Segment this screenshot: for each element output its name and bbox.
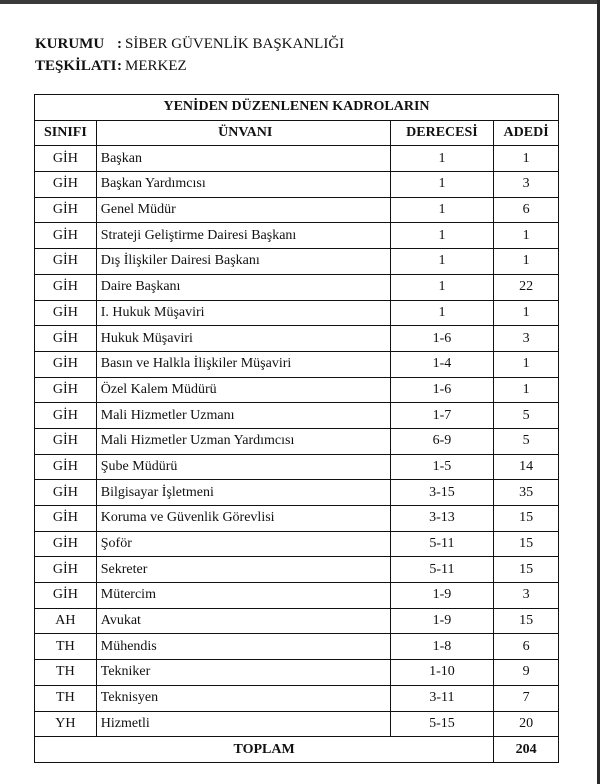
cell-sinifi: GİH [35,274,97,300]
cell-sinifi: GİH [35,403,97,429]
table-title-row [35,95,559,121]
total-row [35,737,559,763]
column-header-derecesi: DERECESİ [390,120,494,146]
document-header [35,33,344,77]
table-row [35,557,559,583]
cell-unvani: Avukat [96,608,390,634]
cell-sinifi: GİH [35,506,97,532]
cell-adedi: 7 [494,685,559,711]
teskilat-label: TEŞKİLATI [35,58,117,74]
teskilat-value: MERKEZ [125,58,187,74]
cell-derecesi: 1 [390,223,494,249]
cell-derecesi: 1-10 [390,660,494,686]
cell-sinifi: TH [35,634,97,660]
cell-sinifi: GİH [35,583,97,609]
total-label: TOPLAM [35,737,494,763]
column-header-sinifi: SINIFI [35,120,97,146]
cell-adedi: 15 [494,608,559,634]
cell-sinifi: GİH [35,146,97,172]
cell-adedi: 1 [494,223,559,249]
cell-adedi: 1 [494,351,559,377]
cell-unvani: Genel Müdür [96,197,390,223]
cell-adedi: 3 [494,583,559,609]
cell-derecesi: 3-13 [390,506,494,532]
cell-unvani: Başkan Yardımcısı [96,172,390,198]
cell-sinifi: GİH [35,351,97,377]
cell-derecesi: 1 [390,146,494,172]
cell-sinifi: GİH [35,249,97,275]
table-row [35,172,559,198]
cell-derecesi: 1-8 [390,634,494,660]
table-row [35,197,559,223]
cell-unvani: Mali Hizmetler Uzmanı [96,403,390,429]
cell-sinifi: GİH [35,223,97,249]
cell-sinifi: GİH [35,557,97,583]
cell-adedi: 6 [494,634,559,660]
cell-derecesi: 1 [390,274,494,300]
cell-adedi: 9 [494,660,559,686]
cell-sinifi: GİH [35,172,97,198]
table-row [35,685,559,711]
cell-unvani: Şube Müdürü [96,454,390,480]
cell-unvani: Hukuk Müşaviri [96,326,390,352]
table-row [35,660,559,686]
cell-adedi: 14 [494,454,559,480]
cell-unvani: Özel Kalem Müdürü [96,377,390,403]
cell-adedi: 1 [494,146,559,172]
cell-sinifi: GİH [35,326,97,352]
cell-sinifi: GİH [35,428,97,454]
cell-derecesi: 1-7 [390,403,494,429]
kurum-value: SİBER GÜVENLİK BAŞKANLIĞI [125,36,345,52]
cell-adedi: 3 [494,172,559,198]
table-row [35,506,559,532]
cell-adedi: 1 [494,300,559,326]
table-row [35,634,559,660]
cell-sinifi: GİH [35,197,97,223]
cell-adedi: 6 [494,197,559,223]
cell-unvani: Mali Hizmetler Uzman Yardımcısı [96,428,390,454]
table-row [35,146,559,172]
cell-adedi: 3 [494,326,559,352]
table-row [35,480,559,506]
table-title: YENİDEN DÜZENLENEN KADROLARIN [35,95,559,121]
cell-derecesi: 1-9 [390,583,494,609]
cell-derecesi: 6-9 [390,428,494,454]
table-row [35,351,559,377]
cell-unvani: Bilgisayar İşletmeni [96,480,390,506]
cell-unvani: Koruma ve Güvenlik Görevlisi [96,506,390,532]
column-header-adedi: ADEDİ [494,120,559,146]
cell-unvani: Mühendis [96,634,390,660]
cell-adedi: 35 [494,480,559,506]
table-row [35,583,559,609]
cell-derecesi: 1 [390,172,494,198]
cell-sinifi: GİH [35,480,97,506]
table-row [35,300,559,326]
cell-sinifi: AH [35,608,97,634]
cell-derecesi: 3-11 [390,685,494,711]
cell-unvani: Strateji Geliştirme Dairesi Başkanı [96,223,390,249]
cell-sinifi: GİH [35,300,97,326]
table-row [35,403,559,429]
cell-unvani: Teknisyen [96,685,390,711]
table-row [35,223,559,249]
cell-sinifi: YH [35,711,97,737]
cell-sinifi: GİH [35,454,97,480]
cell-sinifi: GİH [35,531,97,557]
cell-derecesi: 1 [390,197,494,223]
cell-unvani: Şoför [96,531,390,557]
cell-derecesi: 1-6 [390,326,494,352]
table-row [35,608,559,634]
window-top-border [0,0,600,4]
cell-derecesi: 1-4 [390,351,494,377]
cell-unvani: I. Hukuk Müşaviri [96,300,390,326]
table-header-row [35,120,559,146]
table-row [35,326,559,352]
cell-derecesi: 1 [390,300,494,326]
cell-derecesi: 5-11 [390,531,494,557]
teskilat-line [35,55,344,77]
table-row [35,377,559,403]
cell-unvani: Başkan [96,146,390,172]
table-row [35,711,559,737]
teskilat-separator: : [117,58,122,74]
cell-unvani: Hizmetli [96,711,390,737]
cell-derecesi: 3-15 [390,480,494,506]
table-row [35,249,559,275]
kurum-separator: : [117,36,122,52]
cell-derecesi: 1-6 [390,377,494,403]
cell-sinifi: TH [35,660,97,686]
cell-adedi: 15 [494,506,559,532]
cell-unvani: Daire Başkanı [96,274,390,300]
cell-adedi: 15 [494,531,559,557]
cell-derecesi: 1-9 [390,608,494,634]
cell-sinifi: TH [35,685,97,711]
total-value: 204 [494,737,559,763]
cell-adedi: 5 [494,428,559,454]
cell-adedi: 22 [494,274,559,300]
cell-derecesi: 1-5 [390,454,494,480]
cell-unvani: Mütercim [96,583,390,609]
cell-sinifi: GİH [35,377,97,403]
cell-derecesi: 5-15 [390,711,494,737]
cell-unvani: Tekniker [96,660,390,686]
table-row [35,454,559,480]
kurum-line [35,33,344,55]
table-row [35,428,559,454]
table-row [35,531,559,557]
cell-unvani: Basın ve Halkla İlişkiler Müşaviri [96,351,390,377]
cell-unvani: Sekreter [96,557,390,583]
kurum-label: KURUMU [35,36,105,52]
cell-derecesi: 1 [390,249,494,275]
cell-adedi: 15 [494,557,559,583]
cell-derecesi: 5-11 [390,557,494,583]
column-header-unvani: ÜNVANI [96,120,390,146]
cell-adedi: 5 [494,403,559,429]
cell-adedi: 1 [494,377,559,403]
table-row [35,274,559,300]
cell-adedi: 20 [494,711,559,737]
table-body [35,146,559,737]
cell-unvani: Dış İlişkiler Dairesi Başkanı [96,249,390,275]
cell-adedi: 1 [494,249,559,275]
cadre-table [34,94,559,763]
